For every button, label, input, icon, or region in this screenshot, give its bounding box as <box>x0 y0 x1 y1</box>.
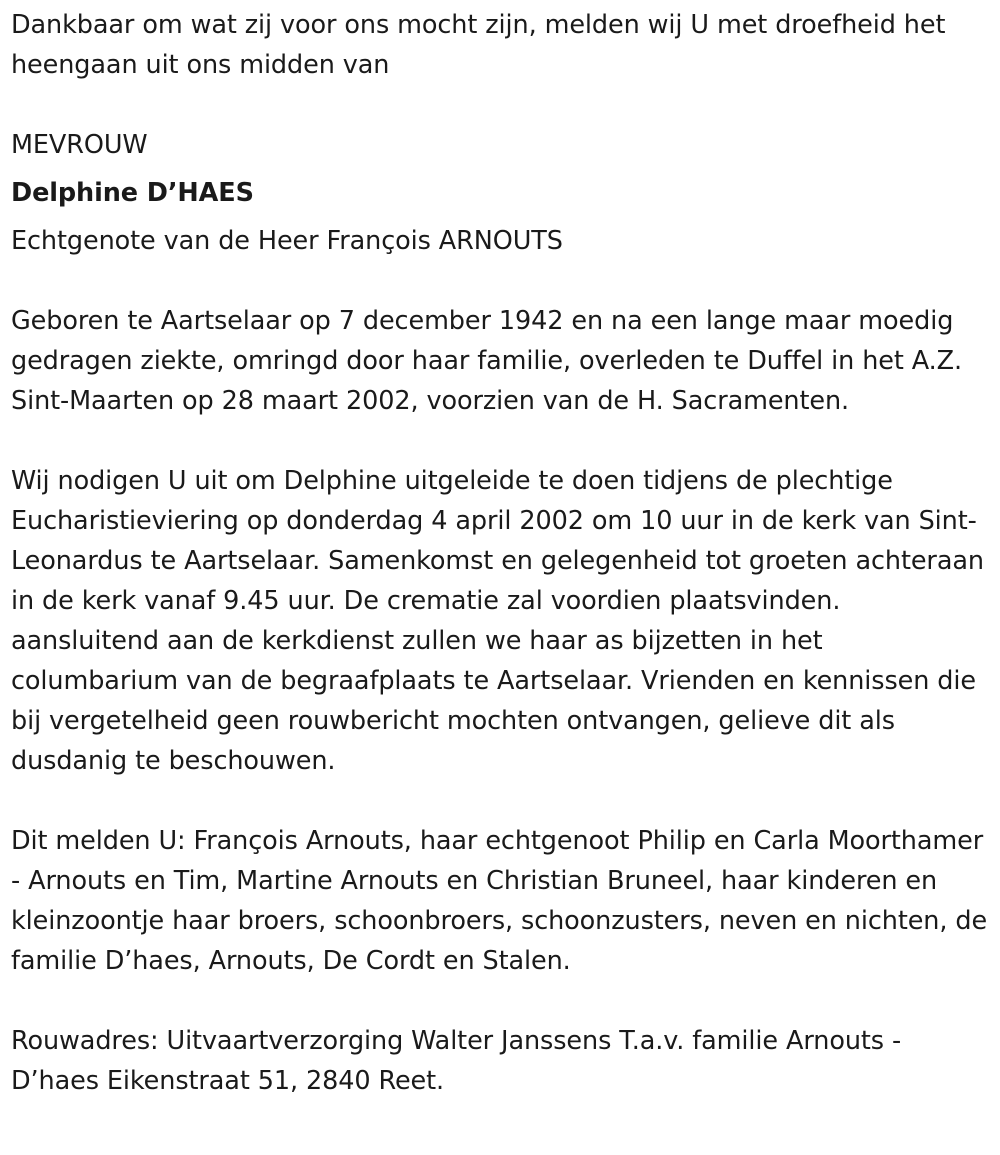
mourning-address: Rouwadres: Uitvaartverzorging Walter Janssens T.a.v. familie Arnouts - D’haes Eikenstraat 51, 2840 Reet. <box>11 1026 902 1096</box>
spacer <box>11 261 996 301</box>
salutation: MEVROUW <box>11 130 148 160</box>
spacer <box>11 421 996 461</box>
deceased-name: Delphine D’HAES <box>11 178 254 208</box>
spouse-line: Echtgenote van de Heer François ARNOUTS <box>11 226 563 256</box>
family-paragraph: Dit melden U: François Arnouts, haar echtgenoot Philip en Carla Moorthamer - Arnouts en Tim, Martine Arnouts en Christian Bruneel, haar kinderen en kleinzoontje haar broers, schoonbroers, schoonzusters, neven en nichten, de familie D’haes, Arnouts, De Cordt en Stalen. <box>11 826 988 976</box>
service-paragraph: Wij nodigen U uit om Delphine uitgeleide te doen tidjens de plechtige Eucharistieviering op donderdag 4 april 2002 om 10 uur in de kerk van Sint-Leonardus te Aartselaar. Samenkomst en gelegenheid tot groeten achteraan in de kerk vanaf 9.45 uur. De crematie zal voordien plaatsvinden. aansluitend aan de kerkdienst zullen we haar as bijzetten in het columbarium van de begraafplaats te Aartselaar. Vrienden en kennissen die bij vergetelheid geen rouwbericht mochten ontvangen, gelieve dit als dusdanig te beschouwen. <box>11 466 984 776</box>
intro-paragraph: Dankbaar om wat zij voor ons mocht zijn, melden wij U met droefheid het heengaan uit ons midden van <box>11 10 946 80</box>
obituary-notice <box>11 5 996 1101</box>
spacer <box>11 981 996 1021</box>
birth-death-paragraph: Geboren te Aartselaar op 7 december 1942 en na een lange maar moedig gedragen ziekte, omringd door haar familie, overleden te Duffel in het A.Z. Sint-Maarten op 28 maart 2002, voorzien van de H. Sacramenten. <box>11 306 963 416</box>
spacer <box>11 85 996 125</box>
spacer <box>11 781 996 821</box>
